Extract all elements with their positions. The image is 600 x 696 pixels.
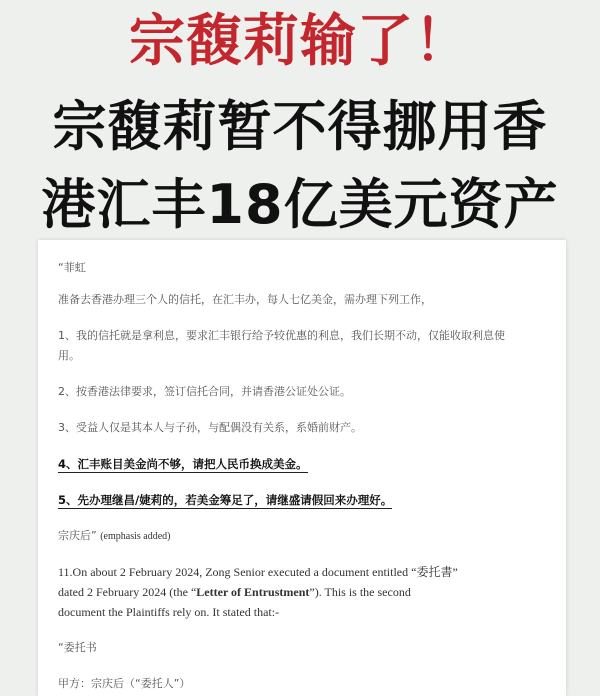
letter-of-entrustment-term: Letter of Entrustment xyxy=(196,585,310,599)
document-scan xyxy=(38,240,566,696)
item-4 xyxy=(58,454,548,474)
intro-text: 准备去香港办理三个人的信托，在汇丰办，每人七亿美金，需办理下列工作， xyxy=(58,293,432,306)
headline-line-2: 宗馥莉暂不得挪用香 xyxy=(52,95,548,158)
headline-line-1: 宗馥莉输了！ xyxy=(129,9,471,74)
item-3: 3、受益人仅是其本人与子孙，与配偶没有关系，系婚前财产。 xyxy=(58,421,362,434)
salutation: “菲虹 xyxy=(58,261,86,274)
quote-title: “委托书 xyxy=(58,641,97,654)
signature-line xyxy=(58,526,548,547)
item-5 xyxy=(58,490,548,510)
party-a: 甲方：宗庆后（“委托人”） xyxy=(58,677,191,690)
signature: 宗庆后” xyxy=(58,529,97,542)
para-11-line-2 xyxy=(58,582,548,602)
item-4-text: 4、汇丰账目美金尚不够，请把人民币换成美金。 xyxy=(58,457,308,471)
item-1-line-2: 用。 xyxy=(58,349,80,362)
para-11-line-1: 11.On about 2 February 2024, Zong Senior executed a document entitled “委托書” xyxy=(58,565,458,579)
item-2: 2、按香港法律要求，签订信托合同，并请香港公证处公证。 xyxy=(58,385,351,398)
item-1-line-1: 1、我的信托就是拿利息，要求汇丰银行给予较优惠的利息，我们长期不动，仅能收取利息使 xyxy=(58,329,505,342)
item-5-text: 5、先办理继昌/婕莉的，若美金筹足了，请继盛请假回来办理好。 xyxy=(58,493,393,507)
para-11-line-3: document the Plaintiffs rely on. It stated that:- xyxy=(58,605,280,619)
para-11-line-2-b: ”). This is the second xyxy=(309,585,411,599)
headline-line-3: 港汇丰18亿美元资产 xyxy=(41,173,559,236)
emphasis-note: (emphasis added) xyxy=(100,531,171,542)
para-11-line-2-a: dated 2 February 2024 (the “ xyxy=(58,585,197,599)
